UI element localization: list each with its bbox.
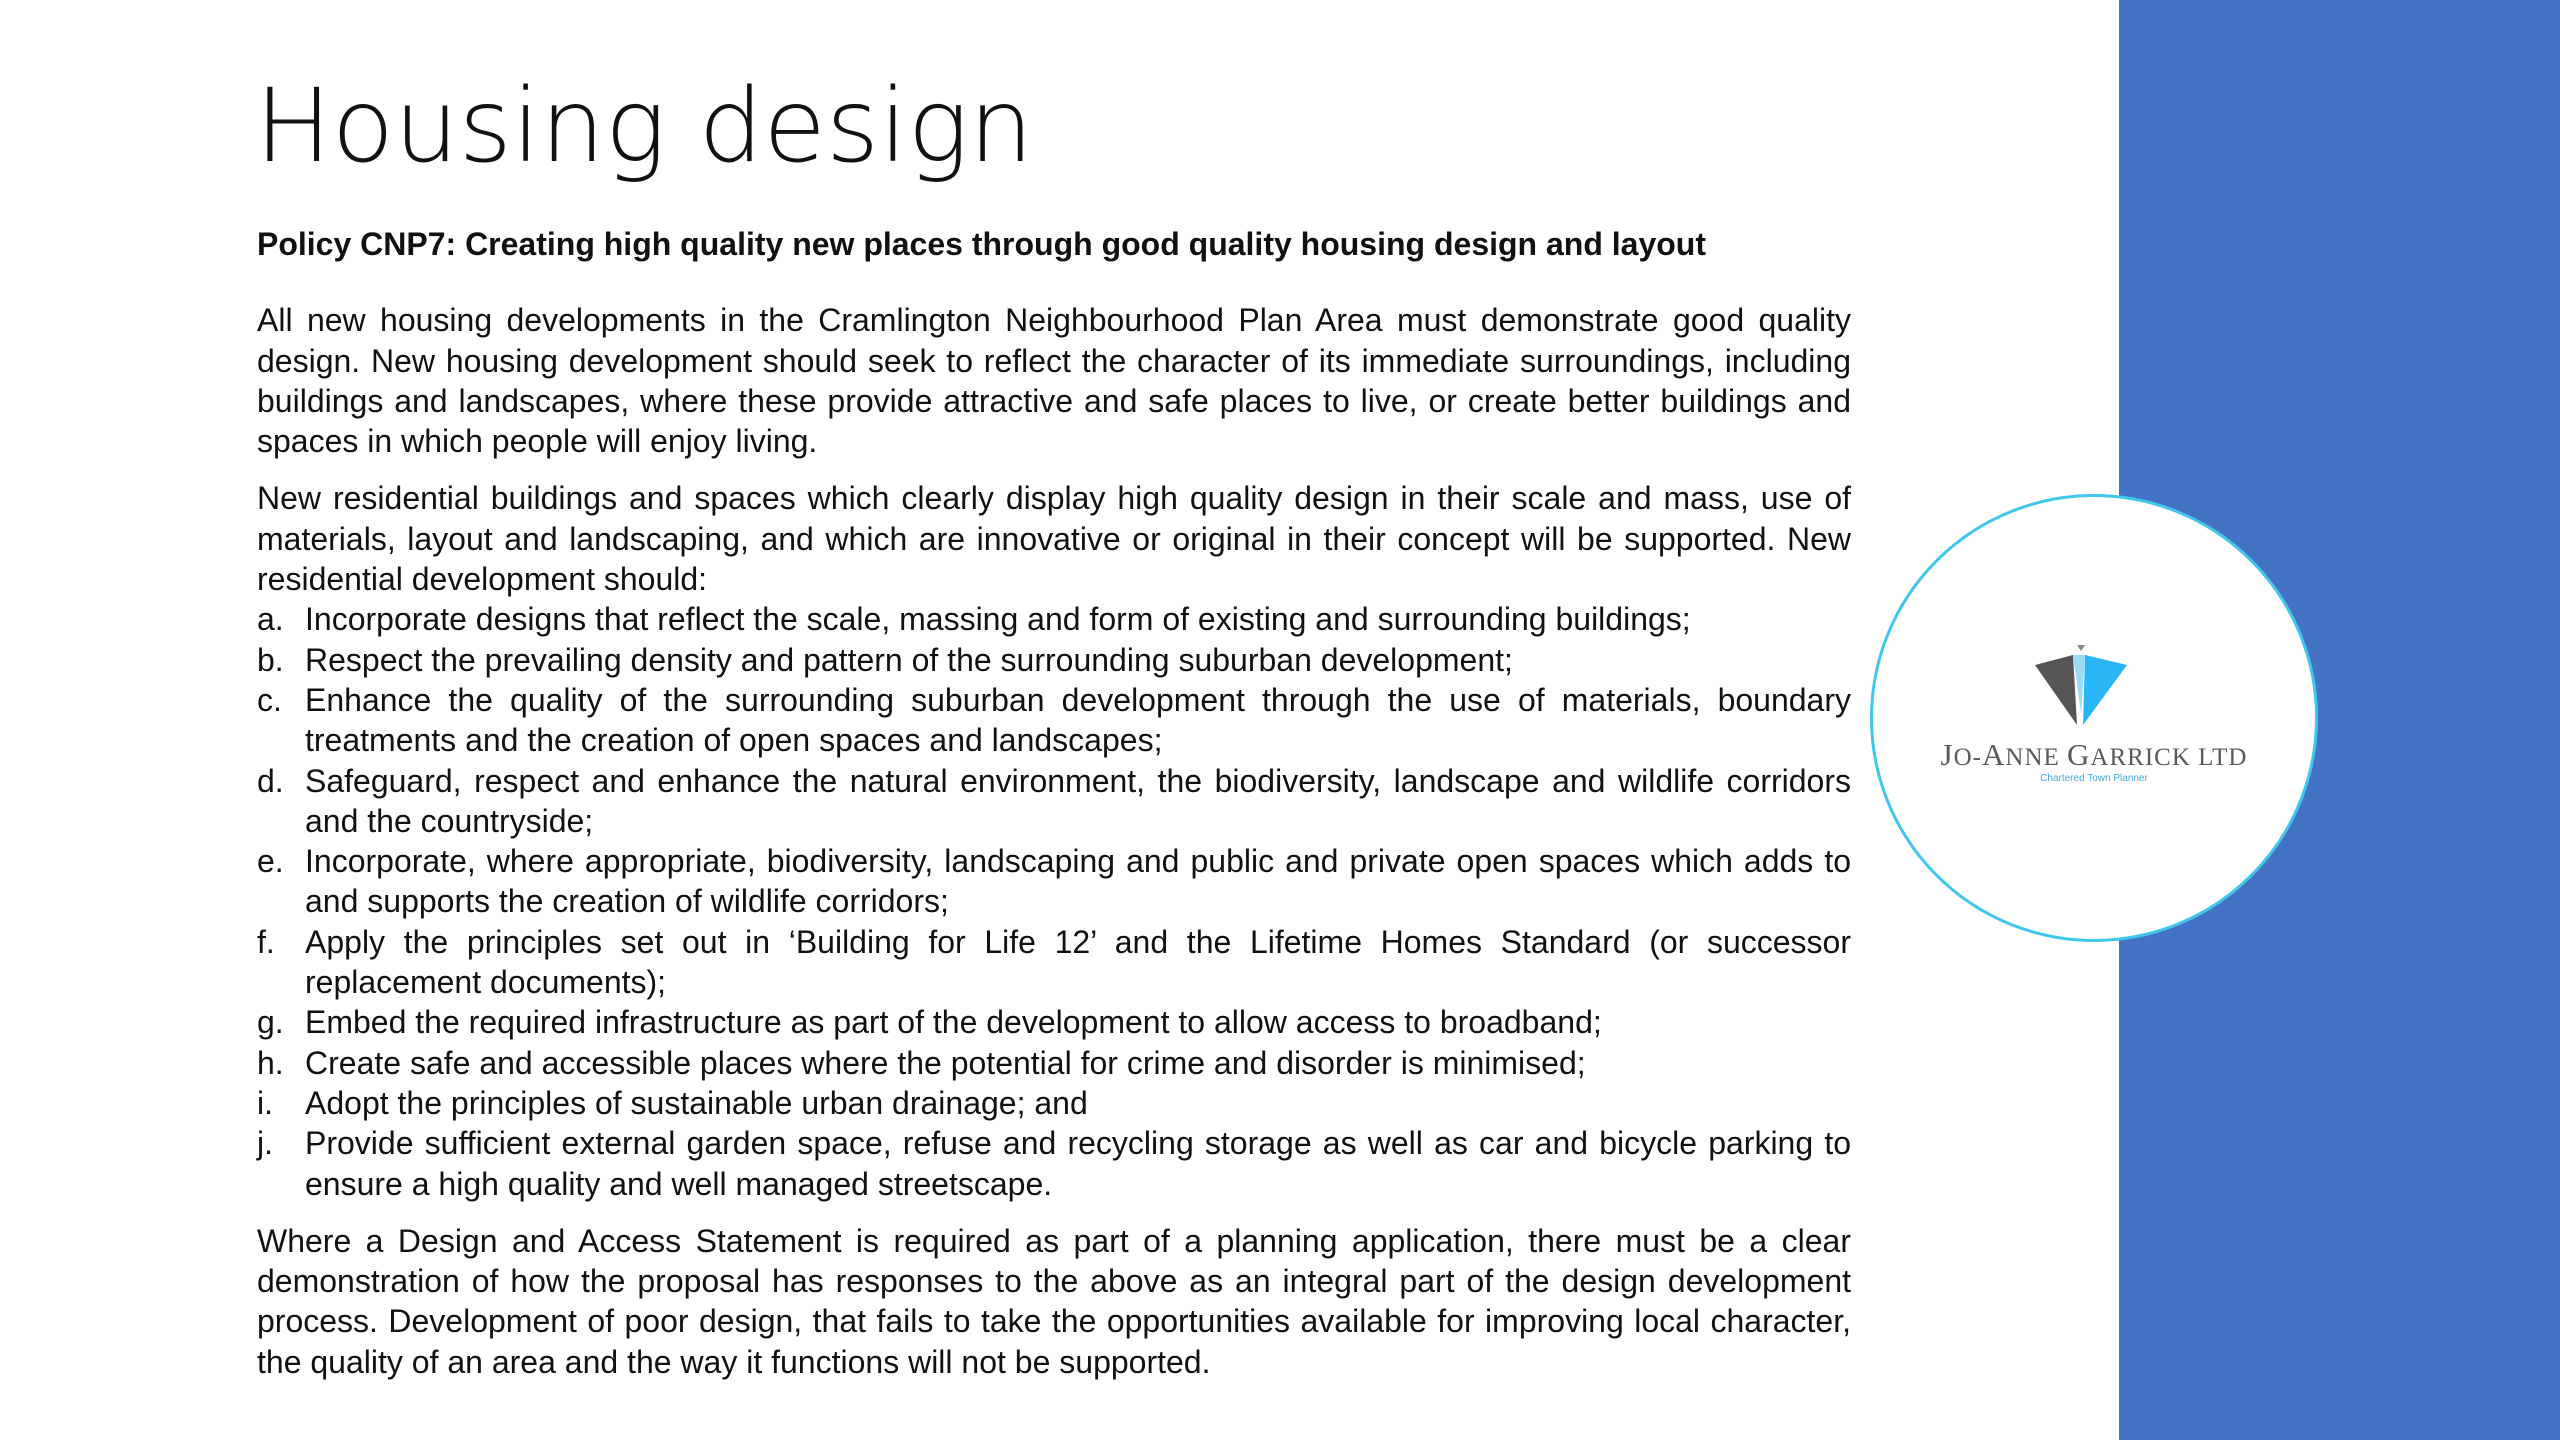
list-marker: f. — [257, 923, 275, 960]
list-item-text: Respect the prevailing density and pattern of the surrounding suburban development; — [305, 641, 1513, 678]
paragraph-requirements: New residential buildings and spaces which clearly display high quality design in their scale and mass, use of materials, layout and landscaping, and which are innovative or original in their concept will be supported. New residential development should: — [257, 480, 1851, 598]
list-item — [257, 1043, 1851, 1083]
list-marker: h. — [257, 1044, 284, 1081]
list-item — [257, 680, 1851, 761]
list-marker: d. — [257, 762, 284, 799]
list-item-text: Incorporate designs that reflect the scale, massing and form of existing and surrounding buildings; — [305, 601, 1691, 638]
paragraph-design-statement: Where a Design and Access Statement is required as part of a planning application, there must be a clear demonstration of how the proposal has responses to the above as an integral part of the design development process. Development of poor design, that fails to take the opportunities available for improving local character, the quality of an area and the way it functions will not be supported. — [257, 1222, 1851, 1380]
list-item-text: Provide sufficient external garden space, refuse and recycling storage as well as car and bicycle parking to ensure a high quality and well managed streetscape. — [305, 1125, 1851, 1202]
list-marker: g. — [257, 1004, 284, 1041]
list-item-text: Safeguard, respect and enhance the natural environment, the biodiversity, landscape and wildlife corridors and the countryside; — [305, 762, 1851, 839]
paragraph-intro: All new housing developments in the Cramlington Neighbourhood Plan Area must demonstrate good quality design. New housing development should seek to reflect the character of its immediate surroundings, including buildings and landscapes, where these provide attractive and safe places to live, or create better buildings and spaces in which people will enjoy living. — [257, 302, 1851, 460]
list-marker: b. — [257, 641, 284, 678]
list-item-text: Apply the principles set out in ‘Building for Life 12’ and the Lifetime Homes Standard (or successor replacement documents); — [305, 923, 1851, 1001]
policy-content — [257, 224, 1851, 1399]
list-item-text: Create safe and accessible places where the potential for crime and disorder is minimised; — [305, 1044, 1586, 1081]
logo-circle — [1870, 494, 2318, 942]
list-item-text: Enhance the quality of the surrounding suburban development through the use of materials, boundary treatments and the creation of open spaces and landscapes; — [305, 681, 1851, 759]
list-item — [257, 1083, 1851, 1123]
list-item-text: Embed the required infrastructure as part of the development to allow access to broadband; — [305, 1004, 1602, 1041]
list-marker: c. — [257, 681, 282, 718]
requirements-list — [257, 599, 1851, 1203]
list-item — [257, 1002, 1851, 1042]
logo-name: JO-ANNE GARRICK LTD — [1940, 737, 2248, 772]
list-item-text: Adopt the principles of sustainable urban drainage; and — [305, 1084, 1088, 1121]
logo-tagline: Chartered Town Planner — [2040, 773, 2148, 784]
list-marker: a. — [257, 601, 284, 638]
list-marker: j. — [257, 1125, 273, 1162]
list-item-text: Incorporate, where appropriate, biodiversity, landscaping and public and private open spaces which adds to and supports the creation of wildlife corridors; — [305, 843, 1851, 920]
list-item — [257, 640, 1851, 680]
list-item — [257, 599, 1851, 639]
diamond-logo-icon — [2033, 643, 2129, 727]
list-marker: i. — [257, 1084, 273, 1121]
list-item — [257, 841, 1851, 922]
policy-heading: Policy CNP7: Creating high quality new places through good quality housing design and layout — [257, 226, 1706, 262]
slide-title: Housing design — [255, 67, 1034, 186]
list-item — [257, 761, 1851, 842]
list-marker: e. — [257, 843, 284, 880]
list-item — [257, 1123, 1851, 1204]
list-item — [257, 922, 1851, 1003]
